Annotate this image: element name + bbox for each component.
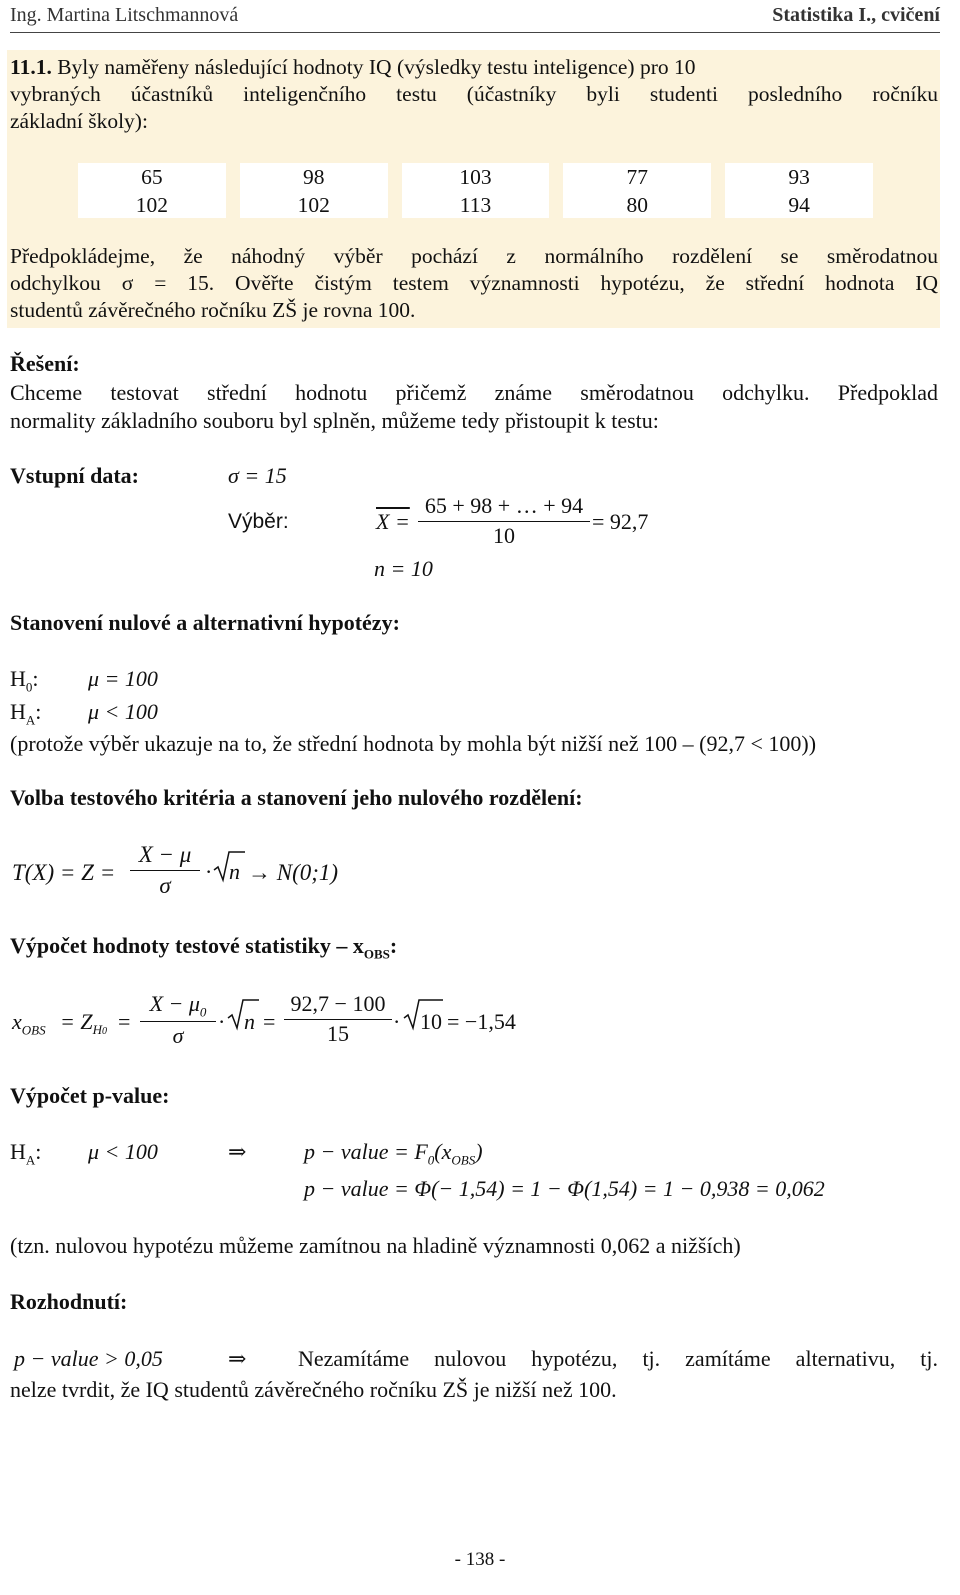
data-cell: 102 [297, 193, 330, 217]
criterion-n: n [229, 859, 240, 884]
solution-heading: Řešení: [10, 351, 80, 376]
xobs-dot-1: · [218, 1009, 226, 1034]
data-cell: 65 [141, 165, 163, 189]
xobs-n: n [244, 1009, 255, 1034]
page-number: - 138 - [454, 1549, 506, 1570]
implies-arrow: ⇒ [228, 1139, 247, 1164]
z-h0: = $Z_{H0}$ [60, 1009, 107, 1038]
pvalue-line-2: p − value = Φ(− 1,54) = 1 − Φ(1,54) = 1 − 0,938 = 0,062 [304, 1176, 825, 1201]
solution-paragraph-1a: Chceme testovat střední hodnotu přičemž známe směrodatnou odchylku. Předpoklad [10, 380, 938, 405]
pvalue-note: (tzn. nulovou hypotézu můžeme zamítnou na hladině významnosti 0,062 a nižších) [10, 1233, 741, 1258]
criterion-denominator: σ [159, 872, 171, 898]
data-column [78, 163, 226, 218]
xbar-result: = 92,7 [592, 509, 649, 534]
decision-text-b: nelze tvrdit, že IQ studentů závěrečného ročníku ZŠ je nižší než 100. [10, 1377, 617, 1402]
assignment-line-6: studentů závěrečného ročníku ZŠ je rovna 100. [10, 298, 416, 322]
data-cell: 93 [788, 165, 810, 189]
criterion-lhs: T(X) = Z = [12, 860, 116, 885]
assignment-line-1: 11.1. Byly naměřeny následující hodnoty IQ (výsledky testu inteligence) pro 10 [10, 55, 696, 79]
assignment-line-4: Předpokládejme, že náhodný výběr pochází z normálního rozdělení se směrodatnou [10, 244, 938, 268]
xbar-denominator: 10 [493, 522, 515, 548]
iq-data-table [78, 163, 873, 218]
data-column [563, 163, 711, 218]
solution-paragraph-1b: normality základního souboru byl splněn, můžeme tedy přistoupit k testu: [10, 408, 659, 433]
n-equation: n = 10 [374, 556, 433, 581]
author-name: Ing. Martina Litschmannová [10, 4, 239, 26]
criterion-numerator: X − μ [130, 840, 200, 871]
xobs-denominator-2: 15 [327, 1020, 349, 1046]
xobs-denominator-1: σ [172, 1023, 184, 1049]
decision-condition: p − value > 0,05 [14, 1346, 163, 1371]
data-cell: 98 [302, 165, 325, 189]
h0-equation: μ = 100 [88, 666, 158, 691]
xobs-lhs: $x_{OBS}$ [12, 1009, 46, 1038]
sigma-equation: σ = 15 [228, 463, 287, 488]
criterion-fraction [130, 840, 200, 901]
pvalue-ha-label: $H_A$: [10, 1139, 42, 1168]
page-header [10, 2, 940, 33]
xobs-fraction-2 [284, 990, 392, 1048]
xobs-numerator-2: 92,7 − 100 [284, 990, 392, 1020]
decision-arrow: ⇒ [228, 1346, 247, 1371]
xbar-fraction [418, 492, 590, 550]
equals-1: = [118, 1009, 131, 1034]
assignment-line-3: základní školy): [10, 109, 148, 133]
data-cell: 103 [459, 165, 492, 189]
data-cell: 77 [626, 165, 649, 189]
data-cell: 102 [135, 193, 169, 217]
criterion-dot: · [205, 859, 213, 884]
data-cell: 94 [788, 193, 810, 217]
data-cell: 80 [626, 193, 649, 217]
xobs-result: = −1,54 [447, 1009, 516, 1034]
criterion-rhs: → N(0;1) [248, 860, 339, 885]
data-cell: 113 [459, 193, 492, 217]
pvalue-ha-equation: μ < 100 [88, 1139, 158, 1164]
assignment-line-5: odchylkou σ = 15. Ověřte čistým testem významnosti hypotézu, že střední hodnota IQ [10, 271, 938, 295]
ha-label: $H_A$: [10, 699, 42, 728]
assignment-number: 11.1. [10, 55, 52, 79]
assignment-line-2: vybraných účastníků inteligenčního testu (účastníky byli studenti posledního ročníku [10, 82, 938, 106]
hypothesis-note: (protože výběr ukazuje na to, že střední hodnota by mohla být nižší než 100 – (92,7 < 100)) [10, 731, 817, 756]
xobs-numerator-1: $X - \mu_0$ [140, 990, 216, 1022]
xbar-numerator: 65 + 98 + … + 94 [418, 492, 590, 522]
xbar-lhs: X = [376, 509, 410, 534]
hypothesis-heading: Stanovení nulové a alternativní hypotézy: [10, 610, 400, 635]
pvalue-heading: Výpočet p-value: [10, 1083, 170, 1108]
xobs-fraction-1 [140, 990, 216, 1051]
data-column [240, 163, 388, 218]
h0-label: $H_0$: [10, 666, 39, 695]
equals-2: = [263, 1009, 276, 1034]
input-data-heading: Vstupní data: [10, 463, 139, 488]
xobs-dot-2: · [393, 1009, 401, 1034]
xobs-sqrt-value: 10 [420, 1009, 442, 1034]
data-column [402, 163, 550, 218]
test-statistic-heading: Výpočet hodnoty testové statistiky – $x_{OBS}$: [10, 933, 398, 962]
criterion-heading: Volba testového kritéria a stanovení jeho nulového rozdělení: [10, 785, 583, 810]
sample-label: Výběr: [228, 510, 289, 533]
decision-heading: Rozhodnutí: [10, 1289, 128, 1314]
course-name: Statistika I., cvičení [772, 4, 940, 26]
ha-equation: μ < 100 [88, 699, 158, 724]
pvalue-line-1: p − value = $F_0(x_{OBS})$ [304, 1139, 483, 1168]
data-column [725, 163, 873, 218]
decision-text-a: Nezamítáme nulovou hypotézu, tj. zamítáme alternativu, tj. [298, 1346, 938, 1371]
